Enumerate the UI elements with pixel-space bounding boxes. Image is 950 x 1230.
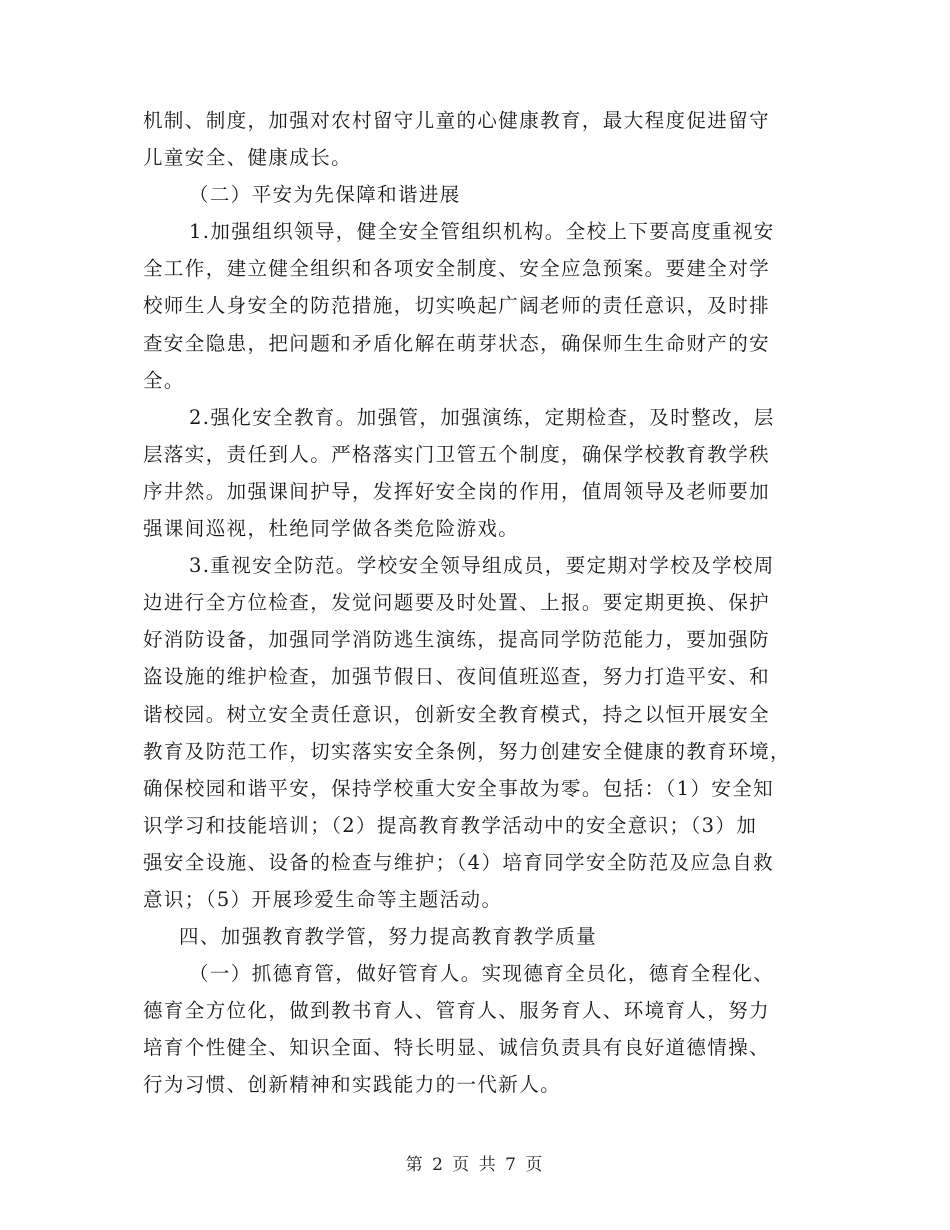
body-line: 层落实，责任到人。严格落实门卫管五个制度，确保学校教育教学秩 bbox=[143, 442, 771, 466]
body-line: 机制、制度，加强对农村留守儿童的心健康教育，最大程度促进留守 bbox=[143, 109, 771, 132]
body-line: 强安全设施、设备的检查与维护；（4）培育同学安全防范及应急自救 bbox=[143, 850, 775, 874]
paragraph-start: 1.加强组织领导，健全安全管组织机构。全校上下要高度重视安 bbox=[189, 220, 775, 244]
body-line: 序井然。加强课间护导，发挥好安全岗的作用，值周领导及老师要加 bbox=[143, 479, 771, 503]
body-line: 盗设施的维护检查，加强节假日、夜间值班巡查，努力打造平安、和 bbox=[143, 665, 771, 689]
body-line: 边进行全方位检查，发觉问题要及时处置、上报。要定期更换、保护 bbox=[143, 591, 771, 615]
section-heading: （二）平安为先保障和谐进展 bbox=[189, 183, 461, 207]
page-number-footer: 第 2 页 共 7 页 bbox=[405, 1155, 545, 1175]
body-line: 儿童安全、健康成长。 bbox=[143, 146, 353, 170]
body-line: 德育全方位化，做到教书育人、管育人、服务育人、环境育人，努力 bbox=[143, 999, 771, 1023]
body-line: 意识；（5）开展珍爱生命等主题活动。 bbox=[143, 887, 503, 911]
body-line: 好消防设备，加强同学消防逃生演练，提高同学防范能力，要加强防 bbox=[143, 628, 771, 652]
body-line: 全工作，建立健全组织和各项安全制度、安全应急预案。要建全对学 bbox=[143, 257, 771, 281]
body-line: 确保校园和谐平安，保持学校重大安全事故为零。包括：（1）安全知 bbox=[143, 776, 775, 800]
document-body bbox=[143, 102, 808, 1104]
body-line: 校师生人身安全的防范措施，切实唤起广阔老师的责任意识，及时排 bbox=[143, 294, 771, 318]
paragraph-start: 3.重视安全防范。学校安全领导组成员，要定期对学校及学校周 bbox=[189, 554, 775, 578]
section-heading: 四、加强教育教学管，努力提高教育教学质量 bbox=[179, 925, 598, 949]
body-line: 教育及防范工作，切实落实安全条例，努力创建安全健康的教育环境， bbox=[143, 739, 791, 763]
paragraph-start: （一）抓德育管，做好管育人。实现德育全员化，德育全程化、 bbox=[189, 962, 775, 986]
body-line: 行为习惯、创新精神和实践能力的一代新人。 bbox=[143, 1073, 562, 1097]
body-line: 全。 bbox=[143, 368, 185, 392]
body-line: 强课间巡视，杜绝同学做各类危险游戏。 bbox=[143, 517, 520, 541]
body-line: 培育个性健全、知识全面、特长明显、诚信负责具有良好道德情操、 bbox=[143, 1036, 771, 1060]
paragraph-start: 2.强化安全教育。加强管，加强演练，定期检查，及时整改，层 bbox=[189, 405, 775, 429]
body-line: 查安全隐患，把问题和矛盾化解在萌芽状态，确保师生生命财产的安 bbox=[143, 331, 771, 355]
body-line: 谐校园。树立安全责任意识，创新安全教育模式，持之以恒开展安全 bbox=[143, 702, 771, 726]
body-line: 识学习和技能培训；（2）提高教育教学活动中的安全意识；（3）加 bbox=[143, 813, 758, 837]
